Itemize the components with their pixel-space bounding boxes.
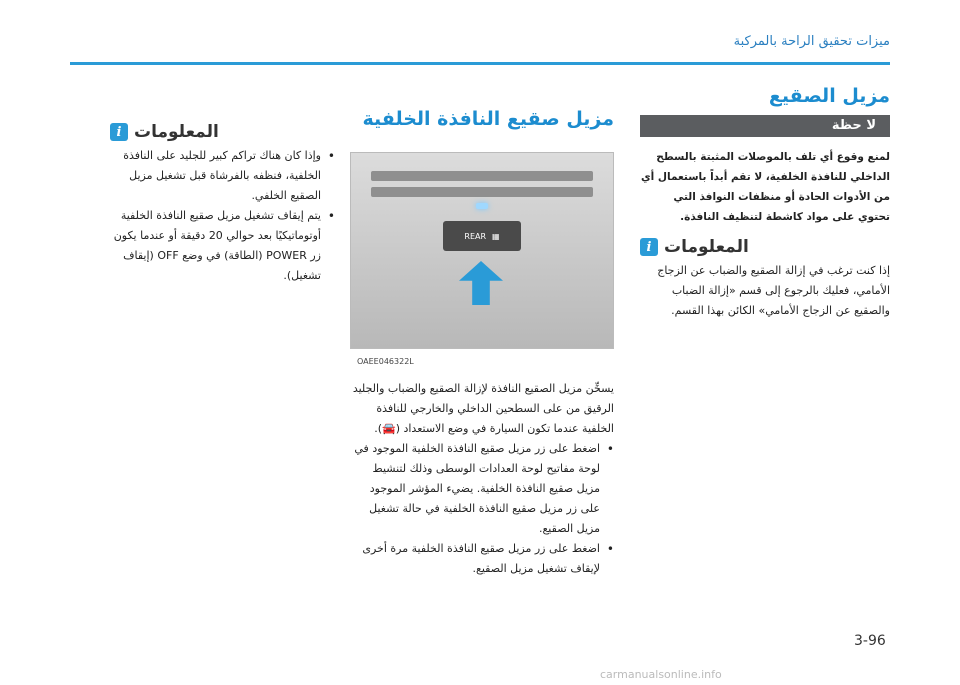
right-column: [640, 85, 890, 321]
bullet-item: • اضغط على زر مزيل صقيع النافذة الخلفية الموجود في لوحة مفاتيح لوحة العدادات الوسطى وذلك لتنشيط مزيل صقيع النافذة الخلفية. يضيء المؤشر الموجود على زر مزيل صقيع النافذة الخلفية في حالة تشغيل مزيل الصقيع.: [352, 439, 614, 539]
info-heading: [640, 237, 890, 257]
arrow-up-icon: [459, 261, 503, 305]
middle-column: [352, 108, 614, 579]
indicator-light: [476, 203, 488, 209]
info-text: إذا كنت ترغب في إزالة الصقيع والضباب عن الزجاج الأمامي، فعليك بالرجوع إلى قسم «إزالة الضباب والصقيع عن الزجاج الأمامي» الكائن بهذا القسم.: [657, 264, 890, 317]
page-number: 3-96: [854, 633, 886, 649]
bullet-item: • يتم إيقاف تشغيل مزيل صقيع النافذة الخلفية أوتوماتيكيًا بعد حوالي 20 دقيقة أو عندما يكون زر POWER (الطاقة) في وضع OFF (إيقاف تشغيل).: [110, 206, 335, 286]
rear-defroster-figure: [350, 152, 614, 366]
vent-slat: [371, 187, 593, 197]
vent-slat: [371, 171, 593, 181]
left-column: [110, 122, 335, 286]
header-divider: [70, 62, 890, 65]
info-icon: i: [640, 238, 658, 256]
rear-defroster-button: [443, 221, 521, 251]
bullet-item: • وإذا كان هناك تراكم كبير للجليد على النافذة الخلفية، فنظفه بالفرشاة قبل تشغيل مزيل الصقيع الخلفي.: [110, 146, 335, 206]
intro-text: يسخِّن مزيل الصقيع النافذة لإزالة الصقيع والضباب والجليد الرقيق من على السطحين الداخلي والخارجي للنافذة الخلفية عندما تكون السيارة في وضع الاستعداد (🚘).: [352, 382, 614, 435]
caution-bar: لا حظة: [640, 115, 890, 137]
footer-watermark: carmanualsonline.info: [600, 668, 722, 681]
caution-text: لمنع وقوع أي تلف بالموصلات المثبتة بالسطح الداخلي للنافذة الخلفية، لا تقم أبداً باستعمال أي من الأدوات الحادة أو منظفات النوافذ التي تحتوي على مواد كاشطة لتنظيف النافذة.: [641, 151, 890, 223]
rear-button-label: REAR: [464, 231, 487, 241]
defroster-icon: ▦: [492, 231, 500, 241]
info-title: المعلومات: [134, 122, 219, 142]
bullet-item: • اضغط على زر مزيل صقيع النافذة الخلفية مرة أخرى لإيقاف تشغيل مزيل الصقيع.: [352, 539, 614, 579]
info-icon: i: [110, 123, 128, 141]
section-title-rear-defroster: مزيل صقيع النافذة الخلفية: [362, 108, 614, 130]
info-title: المعلومات: [664, 237, 749, 257]
info-heading: [110, 122, 335, 142]
figure-code: OAEE046322L: [357, 357, 414, 366]
section-title-defroster: مزيل الصقيع: [768, 85, 890, 107]
header-title: ميزات تحقيق الراحة بالمركبة: [733, 34, 890, 49]
